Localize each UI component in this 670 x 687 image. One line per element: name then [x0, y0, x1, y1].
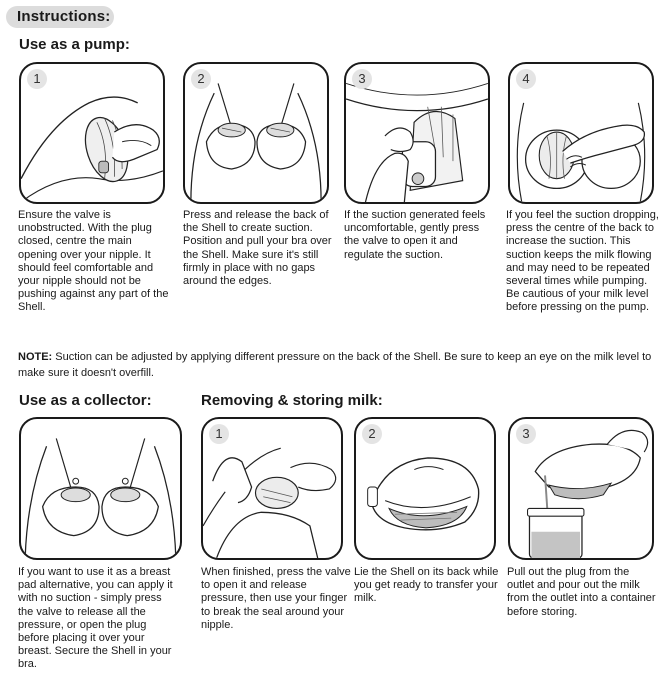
storing-step-1-caption: When finished, press the valve to open it and release pressure, then use your finger to break the seal around your nipple.: [201, 566, 351, 631]
suction-note: [18, 349, 658, 381]
storing-step-2-illustration: [354, 417, 496, 560]
note-text: Suction can be adjusted by applying different pressure on the back of the Shell. Be sure to keep an eye on the milk level to make sure it doesn't overfill.: [18, 351, 652, 379]
storing-step-1-illustration: [201, 417, 343, 560]
storing-step-3-caption: Pull out the plug from the outlet and pour out the milk from the outlet into a container before storing.: [507, 566, 656, 618]
step-number-badge: 2: [362, 424, 382, 444]
bra-with-shells-illustration: [21, 419, 180, 558]
pump-step-3-caption: If the suction generated feels uncomfortable, gently press the valve to open it and regulate the suction.: [344, 209, 486, 261]
step-number-badge: 4: [516, 69, 536, 89]
pump-step-1-illustration: [19, 62, 165, 204]
step-number-badge: 1: [209, 424, 229, 444]
pump-heading: Use as a pump:: [19, 36, 130, 53]
collector-caption: If you want to use it as a breast pad alternative, you can apply it with no suction - simply press the valve to release all the pressure, or open the plug before placing it over your breast. Secure the Shell in your bra.: [18, 566, 173, 671]
step-number-badge: 1: [27, 69, 47, 89]
note-label: NOTE:: [18, 351, 53, 363]
pump-step-2-illustration: [183, 62, 329, 204]
storing-step-3-illustration: [508, 417, 654, 560]
collector-heading: Use as a collector:: [19, 392, 152, 409]
pump-step-4-illustration: [508, 62, 654, 204]
step-number-badge: 2: [191, 69, 211, 89]
pump-step-1-caption: Ensure the valve is unobstructed. With the plug closed, centre the main opening over your nipple. It should feel comfortable and your nipple should not be pushing against any part of the Shell.: [18, 209, 169, 314]
storing-heading: Removing & storing milk:: [201, 392, 383, 409]
pump-step-3-illustration: [344, 62, 490, 204]
collector-illustration: [19, 417, 182, 560]
storing-step-2-caption: Lie the Shell on its back while you get ready to transfer your milk.: [354, 566, 499, 605]
pump-step-4-caption: If you feel the suction dropping, press the centre of the back to increase the suction. This suction keeps the milk flowing and may need to be repeated several times while pumping. Be cautious of your milk level before pressing on the pump.: [506, 209, 659, 314]
pump-step-2-caption: Press and release the back of the Shell to create suction. Position and pull your bra over the Shell. Make sure it's still firmly in place with no gaps around the edges.: [183, 209, 332, 288]
step-number-badge: 3: [516, 424, 536, 444]
step-number-badge: 3: [352, 69, 372, 89]
page-title: Instructions:: [17, 8, 111, 25]
